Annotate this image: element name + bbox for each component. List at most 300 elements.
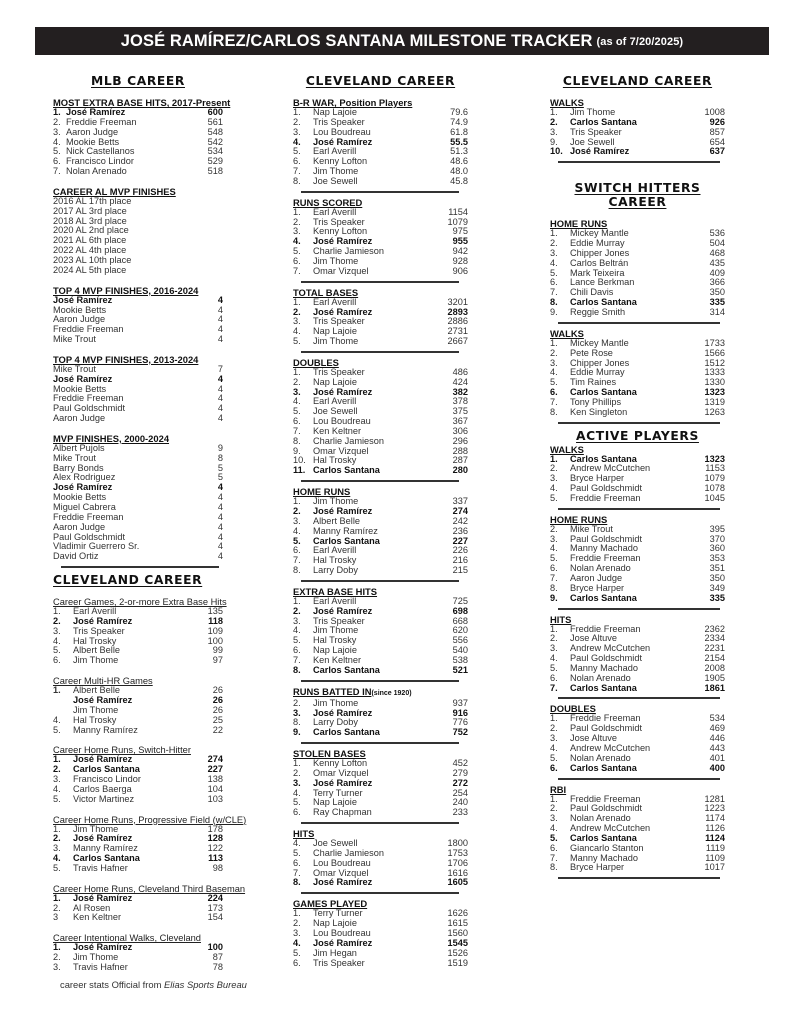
player-name: José Ramírez [73,942,133,953]
player-name: Aaron Judge [570,573,623,583]
rank: 1. [550,793,558,804]
player-name: Lou Boudreau [313,928,371,938]
rank: 1. [53,107,61,117]
leaderboard-row [293,466,468,476]
mvp-finish-line: 2020 AL 2nd place [53,225,129,236]
leaderboard-row [293,728,468,738]
player-name: José Ramírez [313,937,373,948]
rank: 3. [293,777,301,788]
player-name: Mike Trout [53,363,96,374]
section-divider [558,422,720,424]
player-name: Carlos Beltrán [570,257,629,268]
stat-value: 226 [452,545,468,556]
player-name: Larry Doby [313,565,358,576]
rank: 9. [293,727,301,738]
mvp-finish-line: 2017 AL 3rd place [53,205,127,216]
player-name: Kenny Lofton [313,156,368,167]
stat-value: 1526 [447,947,468,958]
stat-value: 4 [217,551,223,562]
player-name: Bryce Harper [570,582,625,593]
player-name: Charlie Jamieson [313,847,384,858]
rank: 6. [293,416,301,427]
player-name: Mark Teixeira [570,267,625,278]
player-name: Chili Davis [570,287,614,298]
rank: 9. [550,136,558,147]
player-name: Ken Singleton [570,406,628,417]
column-switch-active [550,74,725,884]
player-name: Ken Keltner [73,912,122,923]
stat-value: 1124 [705,832,725,843]
leaderboard-row [293,808,468,818]
stat-value: 937 [452,697,468,708]
stat-value: 3201 [447,296,468,307]
player-name: Freddie Freeman [570,553,641,564]
stat-value: 1519 [447,957,468,968]
player-name: Paul Goldschmidt [53,403,126,414]
player-name: Charlie Jamieson [313,435,384,446]
player-name: David Ortiz [53,551,99,562]
player-name: Nap Lajoie [313,326,357,337]
player-name: Jim Hegan [313,947,357,958]
stat-value: 1560 [447,928,468,938]
footer-prefix: career stats Official from [60,979,165,990]
stat-value: 1753 [447,847,468,858]
rank: 4. [293,326,301,337]
stat-value: 468 [709,247,725,258]
stat-value: 227 [207,764,223,775]
player-name: Mookie Betts [53,492,107,503]
stat-value: 1605 [447,877,468,888]
player-name: Terry Turner [313,908,363,919]
stat-value: 382 [452,386,468,397]
stat-value: 109 [207,625,223,636]
stat-value: 620 [452,625,468,636]
rank: 2. [550,633,558,644]
rank: 7. [550,852,558,863]
stat-value: 296 [452,435,468,446]
stat-section-doubles [550,704,725,779]
stat-value: 4 [217,492,223,503]
player-name: Carlos Santana [570,453,637,464]
player-name: Paul Goldschmidt [570,653,643,664]
stat-value: 79.6 [450,107,468,117]
rank: 3. [293,615,301,626]
leaderboard-row [550,494,725,504]
rank: 1. [53,823,61,834]
player-name: Terry Turner [313,787,363,798]
stat-value: 452 [452,758,468,769]
section-title-text: Career Multi-HR Games [53,676,153,687]
rank: 2. [550,723,558,734]
stat-value: 4 [217,413,223,424]
stat-value: 61.8 [450,126,468,137]
rank: 7. [293,166,301,177]
rank: 4. [550,653,558,664]
stat-value: 443 [709,742,725,753]
player-name: Mickey Mantle [570,337,629,348]
page-title: JOSÉ RAMÍREZ/CARLOS SANTANA MILESTONE TRACKER [120,31,593,50]
stat-value: 926 [709,116,725,127]
player-name: José Ramírez [53,373,113,384]
rank: 4. [550,742,558,753]
stat-value: 349 [709,582,725,593]
stat-value: 173 [207,902,223,913]
rank: 5. [293,535,301,546]
stat-value: 366 [709,277,725,288]
player-name: Tris Speaker [313,366,365,377]
player-name: Chipper Jones [570,357,630,368]
player-name: José Ramírez [73,892,133,903]
leaderboard-row [550,684,725,694]
player-name: Nolan Arenado [570,563,631,574]
player-name: Joe Sewell [570,136,615,147]
leaderboard-row [53,726,223,736]
stat-section-runs-batted-in [293,687,468,744]
section-divider [558,697,720,699]
stat-section-walks [550,445,725,510]
player-name: Tris Speaker [570,126,622,137]
stat-value: 113 [208,853,223,864]
rank: 2. [293,918,301,929]
rank: 6. [53,655,61,666]
player-name: José Ramírez [313,506,373,516]
rank: 1. [293,206,301,217]
player-name: José Ramírez [73,754,133,765]
rank: 6. [550,842,558,853]
player-name: Chipper Jones [570,247,630,258]
stat-value: 4 [217,502,223,512]
player-name: José Ramírez [313,877,373,888]
stat-value: 306 [452,425,468,436]
stat-value: 7 [217,363,223,374]
stat-value: 1153 [705,463,725,474]
rank: 2. [550,463,558,474]
stat-value: 351 [709,563,725,574]
stat-value: 4 [217,373,223,384]
rank: 2. [550,238,558,249]
player-name: Jim Thome [73,952,119,963]
rank: 2. [293,116,301,127]
player-name: Larry Doby [313,717,358,728]
stat-value: 378 [452,396,468,407]
player-name: Carlos Santana [313,727,380,738]
stat-value: 233 [452,807,468,818]
stat-value: 2886 [447,316,468,327]
stat-section-most-extra-base-hits-2017-present [53,97,231,177]
stat-value: 409 [709,267,725,278]
stat-value: 534 [207,146,223,157]
rank: 5. [53,146,61,157]
column-heading: CLEVELAND CAREER [53,573,203,588]
leaderboard-row [293,337,468,347]
stat-value: 87 [212,952,223,963]
stat-value: 8 [217,452,223,463]
player-name: Manny Ramírez [73,724,138,735]
rank: 2. [53,615,61,626]
stat-value: 1512 [704,357,725,368]
stat-value: 521 [452,664,468,675]
stat-value: 4 [217,294,223,305]
section-divider [61,566,219,568]
player-name: Carlos Santana [313,465,380,476]
rank: 3 [53,912,59,923]
player-name: Hal Trosky [73,714,117,725]
player-name: Nap Lajoie [313,376,357,387]
section-title-text: HOME RUNS [293,486,351,498]
player-name: Joe Sewell [313,175,358,186]
stat-section-rbi [550,785,725,880]
rank: 2. [550,347,558,358]
rank: 5. [550,752,558,763]
rank: 8. [293,175,301,186]
section-title-text: Career Home Runs, Progressive Field (w/CLE) [53,814,247,825]
stat-value: 906 [452,265,468,276]
player-name: Jim Thome [73,823,119,834]
stat-value: 469 [709,723,725,734]
player-name: Manny Machado [570,852,638,863]
rank: 4. [293,787,301,798]
stat-value: 1733 [704,337,725,348]
stat-value: 99 [212,645,223,656]
stat-section-stolen-bases [293,749,468,824]
stat-section-career-intentional-walks-cleveland [53,933,223,973]
player-name: Jose Altuve [570,733,617,744]
rank: 5. [550,553,558,564]
rank: 6. [53,156,61,167]
player-name: Jim Thome [313,625,359,636]
player-name: José Ramírez [313,236,373,247]
section-title-text: HITS [293,828,315,840]
rank: 1. [293,908,301,919]
player-name: Albert Belle [73,685,120,696]
section-title-text: WALKS [550,327,584,339]
rank: 2. [550,523,558,534]
stat-value: 1545 [447,937,468,948]
rank: 3. [53,625,61,636]
stat-value: 2893 [447,306,468,317]
stat-value: 5 [217,462,223,473]
player-name: Hal Trosky [73,635,117,646]
section-title-text: MOST EXTRA BASE HITS, 2017-Present [53,97,231,108]
rank: 1. [550,623,558,634]
player-name: Carlos Santana [570,297,637,308]
stat-value: 1045 [704,492,725,503]
stat-section-doubles [293,358,468,482]
stat-section-career-multi-hr-games [53,676,223,735]
stat-value: 1223 [704,803,725,814]
leaderboard-row [293,666,468,676]
player-name: Tim Raines [570,377,617,388]
player-name: Freddie Freeman [53,324,124,335]
player-name: Hal Trosky [313,555,357,566]
rank: 4. [53,136,61,147]
rank: 4. [293,937,301,948]
leaderboard-row [53,552,223,562]
leaderboard-row [53,963,223,973]
player-name: Joe Sewell [313,406,358,417]
leaderboard-row [293,878,468,888]
player-name: Eddie Murray [570,238,625,249]
leaderboard-row [550,308,725,318]
player-name: Mickey Mantle [570,228,629,239]
stat-value: 1323 [704,387,725,398]
stat-value: 215 [452,565,468,576]
player-name: Lou Boudreau [313,126,371,137]
player-name: Joe Sewell [313,838,358,849]
rank: 1. [53,942,61,953]
player-name: Miguel Cabrera [53,502,116,512]
player-name: Tris Speaker [73,625,125,636]
rank: 4. [550,823,558,834]
rank: 3. [53,962,61,972]
player-name: Francisco Lindor [73,774,141,785]
rank: 3. [550,643,558,654]
stat-section-extra-base-hits [293,587,468,682]
rank: 4. [550,257,558,268]
stat-section-career-games-2-or-more-extra-base-hits [53,597,227,666]
player-name: Jim Thome [313,496,359,507]
rank: 5. [293,947,301,958]
player-name: Carlos Santana [313,664,380,675]
stat-value: 2154 [704,653,725,664]
player-name: Carlos Santana [570,762,637,773]
leaderboard-row [53,167,223,177]
player-name: Jim Thome [73,704,119,715]
stat-value: 542 [207,136,223,147]
section-divider [558,877,720,879]
stat-value: 1330 [704,377,725,388]
stat-section-hits [293,829,468,894]
player-name: Jim Thome [570,107,616,117]
rank: 4. [293,136,301,147]
rank: 3. [550,813,558,824]
player-name: Vladimir Guerrero Sr. [53,541,140,552]
stat-value: 4 [217,531,223,542]
player-name: José Ramírez [313,136,373,147]
rank: 1. [53,754,61,765]
stat-value: 1333 [704,367,725,378]
player-name: Kenny Lofton [313,226,368,237]
player-name: Albert Belle [73,645,120,656]
player-name: Nolan Arenado [570,672,631,683]
rank: 5. [53,645,61,656]
player-name: Manny Machado [570,543,638,554]
rank: 5. [53,862,61,873]
player-name: Carlos Santana [313,535,380,546]
rank: 3. [293,928,301,938]
stat-value: 1017 [704,862,725,873]
rank: 8. [550,582,558,593]
rank: 4. [550,483,558,494]
section-divider [558,161,720,163]
rank: 3. [293,386,301,397]
rank: 5. [550,832,558,843]
stat-value: 25 [212,714,223,725]
rank: 4. [53,714,61,725]
stat-value: 224 [207,892,223,903]
rank: 3. [550,357,558,368]
section-title-text: RUNS BATTED IN [293,685,372,697]
player-name: Francisco Lindor [66,156,134,167]
player-name: Travis Hafner [73,862,128,873]
rank: 5. [293,336,301,347]
stat-section-career-home-runs-cleveland-third-baseman [53,883,246,924]
section-title-text: Career Intentional Walks, Cleveland [53,933,201,944]
stat-value: 2231 [704,643,725,654]
player-name: Paul Goldschmidt [570,533,643,544]
player-name: Barry Bonds [53,462,104,473]
section-divider [301,822,459,824]
player-name: Nolan Arenado [570,813,631,824]
mvp-finish-line: 2018 AL 3rd place [53,215,127,226]
player-name: Mike Trout [53,452,96,463]
stat-value: 1281 [704,793,725,804]
stat-value: 135 [207,606,223,617]
stat-value: 2008 [704,662,725,673]
mvp-finish-line: 2023 AL 10th place [53,254,132,265]
section-title-text: DOUBLES [293,356,339,368]
stat-value: 122 [207,843,223,854]
leaderboard-row [550,863,725,873]
rank: 1. [293,595,301,606]
player-name: Eddie Murray [570,367,625,378]
leaderboard-row [293,267,468,277]
leaderboard-row [53,335,223,345]
section-divider [558,608,720,610]
stat-value: 314 [709,306,725,317]
stat-value: 504 [709,238,725,249]
player-name: Albert Belle [313,515,360,526]
rank: 6. [293,255,301,266]
player-name: Jim Thome [313,166,359,177]
stat-value: 216 [452,555,468,566]
rank: 3. [550,473,558,484]
rank: 3. [550,533,558,544]
rank: 1. [53,685,61,696]
stat-value: 254 [452,787,468,798]
rank: 2. [550,116,558,127]
player-name: Earl Averill [73,606,117,617]
player-name: Albert Pujols [53,442,105,453]
rank: 5. [293,797,301,808]
rank: 2. [293,376,301,387]
player-name: Omar Vizquel [313,867,369,878]
stat-section-career-home-runs-switch-hitter [53,745,223,804]
player-name: Tris Speaker [313,316,365,327]
column-cleveland-career [293,74,468,978]
section-divider [301,480,459,482]
player-name: Travis Hafner [73,962,128,972]
rank: 3. [293,707,301,718]
player-name: Aaron Judge [66,126,119,137]
stat-value: 2731 [447,326,468,337]
player-name: Reggie Smith [570,306,626,317]
rank: 2. [53,902,61,913]
rank: 7. [550,287,558,298]
player-name: Hal Trosky [313,455,357,466]
player-name: Andrew McCutchen [570,823,651,834]
player-name: Carlos Santana [570,682,637,693]
stat-section-home-runs [293,487,468,582]
rank: 4. [53,635,61,646]
stat-value: 538 [452,654,468,665]
stat-value: 97 [212,655,223,666]
stat-value: 45.8 [450,175,468,186]
mvp-finish-line: 2024 AL 5th place [53,264,127,275]
rank: 5. [53,793,61,804]
stat-value: 1616 [447,867,468,878]
rank: 3. [293,316,301,327]
